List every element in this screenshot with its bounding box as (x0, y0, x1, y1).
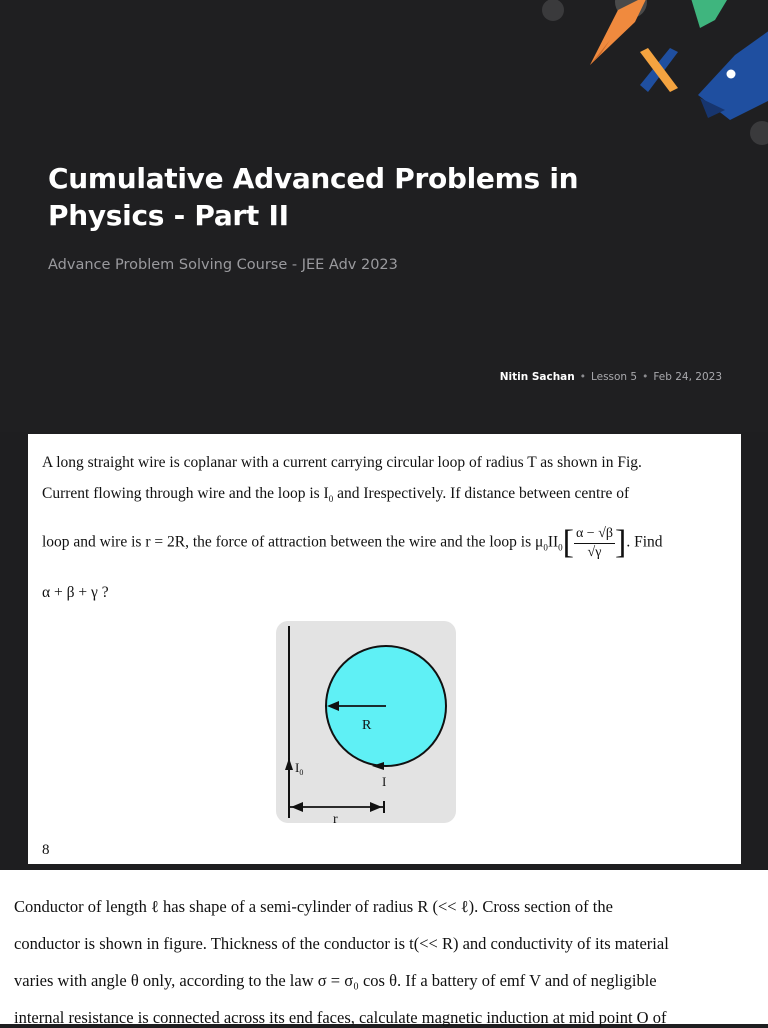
wire-loop-figure (275, 620, 457, 824)
lesson-date: Feb 24, 2023 (653, 371, 722, 383)
separator-dot: • (642, 371, 649, 383)
separator-dot: • (579, 371, 586, 383)
next-question-line-3: varies with angle θ only, according to the law σ = σ₀ cos θ. If a battery of emf V and of negligible (14, 971, 657, 990)
question-line-4: α + β + γ ? (42, 584, 109, 601)
question-number: 8 (42, 842, 50, 858)
next-question-line-2: conductor is shown in figure. Thickness of the conductor is t(<< R) and conductivity of its material (14, 934, 669, 953)
label-I0: $I_0$ (295, 760, 304, 777)
decorative-rocket-icon (530, 0, 768, 150)
label-I: I (382, 774, 387, 789)
course-subtitle: Advance Problem Solving Course - JEE Adv 2023 (48, 257, 398, 273)
lesson-title-card (0, 0, 768, 432)
question-line-1: A long straight wire is coplanar with a current carrying circular loop of radius T as shown in Fig. (42, 454, 642, 471)
author-name[interactable]: Nitin Sachan (499, 371, 575, 383)
course-title: Cumulative Advanced Problems in Physics - Part II (48, 162, 579, 232)
next-question-line-1: Conductor of length ℓ has shape of a semi-cylinder of radius R (<< ℓ). Cross section of the (14, 897, 613, 916)
next-question-line-4: internal resistance is connected across its end faces, calculate magnetic induction at mid point O of (14, 1008, 667, 1027)
question-line-3: loop and wire is r = 2R, the force of attraction between the wire and the loop is $\mu_0II_0$[ $\frac{\alpha - √\beta}{√\gamma}$ ]. Find (42, 524, 663, 561)
next-question-slide (0, 870, 768, 1027)
label-R: R (362, 718, 372, 733)
lesson-meta (500, 371, 722, 383)
force-fraction: $\frac{\alpha - √\beta}{√\gamma}$ (575, 525, 614, 560)
label-r: r (333, 812, 338, 824)
lesson-number: Lesson 5 (590, 371, 638, 383)
question-slide (28, 434, 741, 864)
question-line-2: Current flowing through wire and the loop is $I_0$ and Irespectively. If distance between centre of (42, 485, 630, 505)
